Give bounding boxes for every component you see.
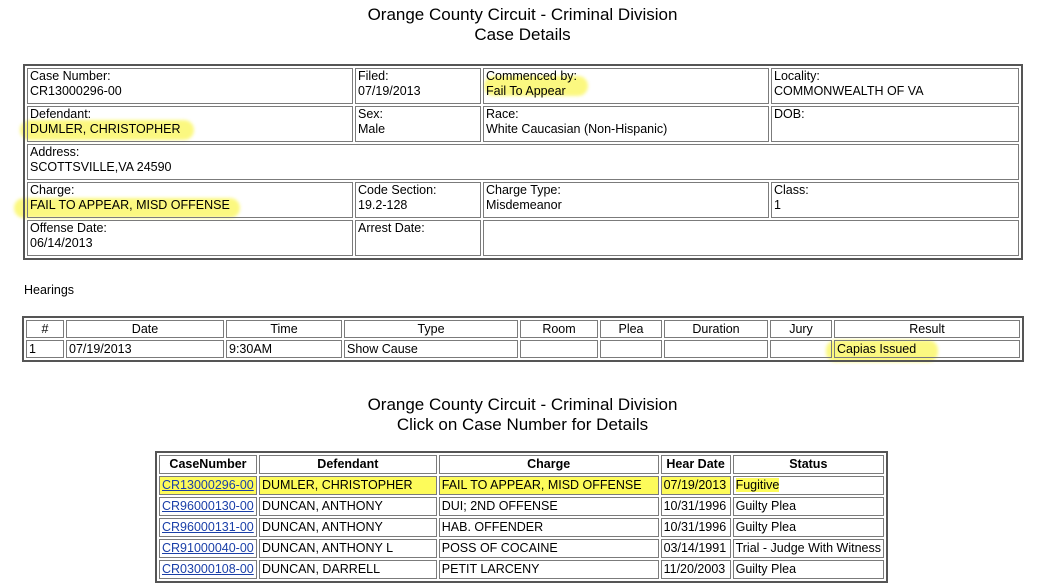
- case-number-cell: Case Number: CR13000296-00: [27, 68, 353, 104]
- sex-cell: Sex: Male: [355, 106, 481, 142]
- charge-type-cell: Charge Type: Misdemeanor: [483, 182, 769, 218]
- case-link[interactable]: CR13000296-00: [162, 478, 254, 492]
- table-row: CR03000108-00 DUNCAN, DARRELL PETIT LARCENY 11/20/2003 Guilty Plea: [159, 560, 884, 579]
- table-row: 1 07/19/2013 9:30AM Show Cause Capias Issued: [26, 340, 1020, 358]
- address-cell: Address: SCOTTSVILLE,VA 24590: [27, 144, 1019, 180]
- col-result: Result: [834, 320, 1020, 338]
- commenced-cell: Commenced by: Fail To Appear: [483, 68, 769, 104]
- page-title: Orange County Circuit - Criminal Division: [367, 5, 678, 24]
- col-jury: Jury: [770, 320, 832, 338]
- col-num: #: [26, 320, 64, 338]
- result-cell: Capias Issued: [834, 340, 1020, 358]
- col-time: Time: [226, 320, 342, 338]
- empty-cell: [483, 220, 1019, 256]
- col-room: Room: [520, 320, 598, 338]
- table-row: CR13000296-00 DUMLER, CHRISTOPHER FAIL TO APPEAR, MISD OFFENSE 07/19/2013 Fugitive: [159, 476, 884, 495]
- case-link[interactable]: CR96000131-00: [162, 520, 254, 534]
- filed-cell: Filed: 07/19/2013: [355, 68, 481, 104]
- case-link[interactable]: CR91000040-00: [162, 541, 254, 555]
- table-row: CR96000131-00 DUNCAN, ANTHONY HAB. OFFENDER 10/31/1996 Guilty Plea: [159, 518, 884, 537]
- search-subtitle: Click on Case Number for Details: [396, 415, 649, 434]
- defendant-cell: Defendant: DUMLER, CHRISTOPHER: [27, 106, 353, 142]
- case-link[interactable]: CR03000108-00: [162, 562, 254, 576]
- col-charge: Charge: [439, 455, 659, 474]
- hearings-header-row: [26, 320, 1020, 338]
- search-title: Orange County Circuit - Criminal Division: [367, 395, 678, 414]
- code-section-cell: Code Section: 19.2-128: [355, 182, 481, 218]
- locality-cell: Locality: COMMONWEALTH OF VA: [771, 68, 1019, 104]
- table-row: CR96000130-00 DUNCAN, ANTHONY DUI; 2ND OFFENSE 10/31/1996 Guilty Plea: [159, 497, 884, 516]
- col-defendant: Defendant: [259, 455, 437, 474]
- case-details-table: [23, 64, 1023, 260]
- search-results-table: [155, 451, 888, 583]
- col-hear-date: Hear Date: [661, 455, 731, 474]
- hearings-table: [22, 316, 1024, 362]
- col-duration: Duration: [664, 320, 768, 338]
- class-cell: Class: 1: [771, 182, 1019, 218]
- page-subtitle: Case Details: [474, 25, 571, 44]
- col-status: Status: [733, 455, 884, 474]
- col-casenumber: CaseNumber: [159, 455, 257, 474]
- col-date: Date: [66, 320, 224, 338]
- arrest-date-cell: Arrest Date:: [355, 220, 481, 256]
- search-header-row: [159, 455, 884, 474]
- dob-cell: DOB:: [771, 106, 1019, 142]
- race-cell: Race: White Caucasian (Non-Hispanic): [483, 106, 769, 142]
- table-row: CR91000040-00 DUNCAN, ANTHONY L POSS OF COCAINE 03/14/1991 Trial - Judge With Witness: [159, 539, 884, 558]
- col-plea: Plea: [600, 320, 662, 338]
- col-type: Type: [344, 320, 518, 338]
- case-link[interactable]: CR96000130-00: [162, 499, 254, 513]
- hearings-label: Hearings: [24, 283, 75, 297]
- case-number-value: CR13000296-00: [30, 84, 122, 98]
- offense-date-cell: Offense Date: 06/14/2013: [27, 220, 353, 256]
- charge-cell: Charge: FAIL TO APPEAR, MISD OFFENSE: [27, 182, 353, 218]
